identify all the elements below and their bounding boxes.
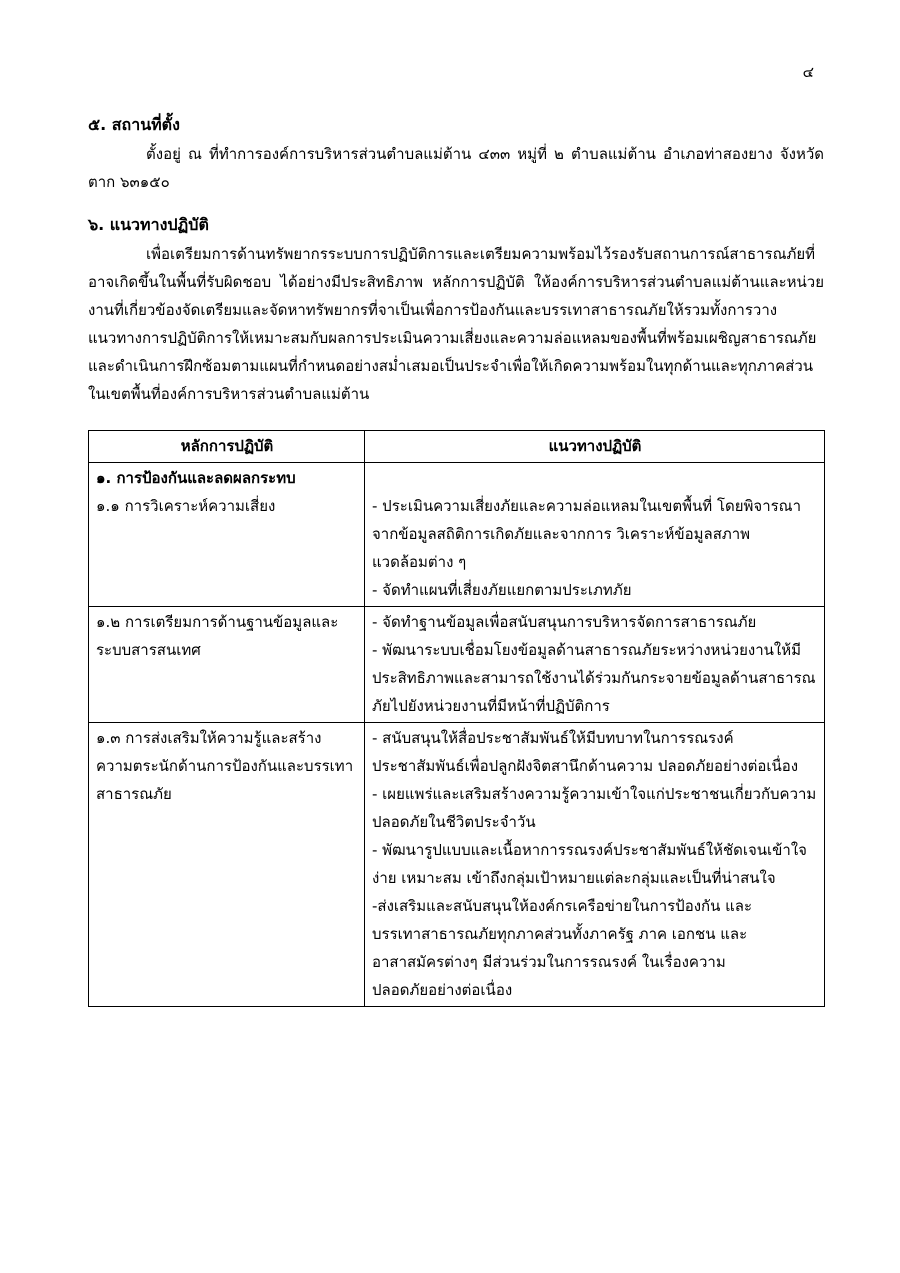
guideline-line: บรรเทาสาธารณภัยทุกภาคส่วนทั้งภาครัฐ ภาค เอกชน และ — [372, 925, 748, 943]
guideline-line: - จัดทำแผนที่เสี่ยงภัยแยกตามประเภทภัย — [372, 581, 632, 599]
section-guidelines — [88, 210, 824, 408]
guideline-line: ปลอดภัยอย่างต่อเนื่อง — [372, 981, 513, 999]
section-heading: ๕. สถานที่ตั้ง — [88, 115, 180, 134]
guideline-line: ง่าย เหมาะสม เข้าถึงกลุ่มเป้าหมายแต่ละกลุ่มและเป็นที่น่าสนใจ — [372, 869, 776, 887]
guideline-line: - ประเมินความเสี่ยงภัยและความล่อแหลมในเขตพื้นที่ โดยพิจารณา — [372, 497, 802, 515]
principle-cell — [89, 723, 365, 1007]
guideline-line: - พัฒนาระบบเชื่อมโยงข้อมูลด้านสาธารณภัยระหว่างหน่วยงานให้มี — [372, 641, 802, 659]
page-number: ๔ — [802, 63, 814, 81]
document-body — [88, 110, 824, 1007]
guideline-line: - เผยแพร่และเสริมสร้างความรู้ความเข้าใจแก่ประชาชนเกี่ยวกับความ — [372, 785, 817, 803]
guideline-line: ภัยไปยังหน่วยงานที่มีหน้าที่ปฏิบัติการ — [372, 697, 610, 715]
guidelines-table — [88, 430, 825, 1007]
principle-cell — [89, 463, 365, 607]
guideline-line: - พัฒนารูปแบบและเนื้อหาการรณรงค์ประชาสัมพันธ์ให้ชัดเจนเข้าใจ — [372, 841, 807, 859]
section-paragraph: ตั้งอยู่ ณ ที่ทำการองค์การบริหารส่วนตำบลแม่ต้าน ๔๓๓ หมู่ที่ ๒ ตำบลแม่ต้าน อำเภอท่าสองยาง จังหวัดตาก ๖๓๑๕๐ — [88, 145, 824, 191]
group-title: ๑. การป้องกันและลดผลกระทบ — [96, 469, 296, 487]
table-row — [89, 607, 825, 723]
guideline-cell — [365, 723, 825, 1007]
section-location — [88, 110, 824, 196]
guideline-cell — [365, 463, 825, 607]
section-paragraph: เพื่อเตรียมการด้านทรัพยากรระบบการปฏิบัติการและเตรียมความพร้อมไว้รองรับสถานการณ์สาธารณภัยที่อาจเกิดขึ้นในพื้นที่รับผิดชอบ ได้อย่างมีประสิทธิภาพ หลักการปฏิบัติ ให้องค์การบริหารส่วนตำบลแม่ต้านและหน่วยงานที่เกี่ยวข้องจัดเตรียมและจัดหาทรัพยากรที่จาเป็นเพื่อการป้องกันและบรรเทาสาธารณภัยให้รวมทั้งการวางแนวทางการปฏิบัติการให้เหมาะสมกับผลการประเมินความเสี่ยงและความล่อแหลมของพื้นที่พร้อมเผชิญสาธารณภัยและดำเนินการฝึกซ้อมตามแผนที่กำหนดอย่างสม่ำเสมอเป็นประจำเพื่อให้เกิดความพร้อมในทุกด้านและทุกภาคส่วนในเขตพื้นที่องค์การบริหารส่วนตำบลแม่ต้าน — [88, 245, 824, 403]
principle-label: ๑.๒ การเตรียมการด้านฐานข้อมูลและระบบสารสนเทศ — [96, 613, 339, 659]
section-heading: ๖. แนวทางปฏิบัติ — [88, 215, 209, 234]
principle-label: ๑.๓ การส่งเสริมให้ความรู้และสร้างความตระนักด้านการป้องกันและบรรเทาสาธารณภัย — [96, 729, 354, 803]
guideline-line: ปลอดภัยในชีวิตประจำวัน — [372, 813, 536, 831]
guideline-line: - สนับสนุนให้สื่อประชาสัมพันธ์ให้มีบทบาทในการรณรงค์ — [372, 729, 734, 747]
guideline-line: ประชาสัมพันธ์เพื่อปลูกฝังจิตสานึกด้านความ ปลอดภัยอย่างต่อเนื่อง — [372, 757, 799, 775]
guideline-line: แวดล้อมต่าง ๆ — [372, 553, 467, 571]
guideline-line: -ส่งเสริมและสนับสนุนให้องค์กรเครือข่ายในการป้องกัน และ — [372, 897, 753, 915]
guideline-line — [372, 464, 818, 492]
guideline-line: อาสาสมัครต่างๆ มีส่วนร่วมในการรณรงค์ ในเรื่องความ — [372, 953, 726, 971]
guideline-line: จากข้อมูลสถิติการเกิดภัยและจากการ วิเคราะห์ข้อมูลสภาพ — [372, 525, 751, 543]
guideline-line: - จัดทำฐานข้อมูลเพื่อสนับสนุนการบริหารจัดการสาธารณภัย — [372, 613, 757, 631]
table-header-row — [89, 431, 825, 463]
table-row — [89, 463, 825, 607]
principle-label: ๑.๑ การวิเคราะห์ความเสี่ยง — [96, 497, 276, 515]
column-header-principle: หลักการปฏิบัติ — [89, 431, 365, 463]
guideline-cell — [365, 607, 825, 723]
principle-cell — [89, 607, 365, 723]
column-header-guideline: แนวทางปฏิบัติ — [365, 431, 825, 463]
table-row — [89, 723, 825, 1007]
guideline-line: ประสิทธิภาพและสามารถใช้งานได้ร่วมกันกระจายข้อมูลด้านสาธารณ — [372, 669, 816, 687]
